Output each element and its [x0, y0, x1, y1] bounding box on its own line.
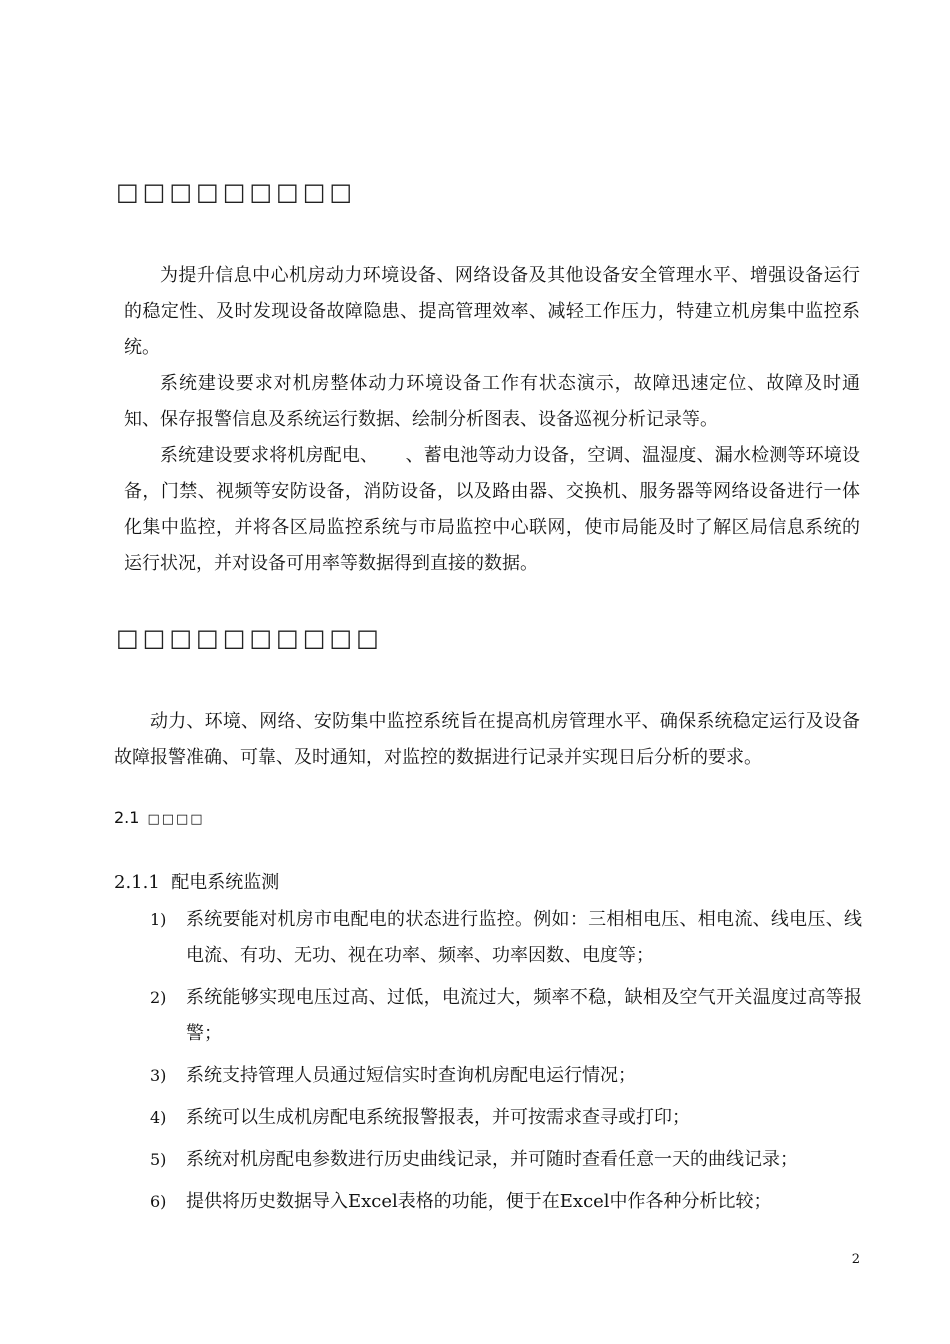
- goal-paragraph: 动力、环境、网络、安防集中监控系统旨在提高机房管理水平、确保系统稳定运行及设备故障报警准确、可靠、及时通知，对监控的数据进行记录并实现日后分析的要求。: [114, 711, 860, 768]
- list-marker: 4): [150, 1108, 167, 1127]
- list-item: [150, 980, 862, 1052]
- intro-paragraph-1: 为提升信息中心机房动力环境设备、网络设备及其他设备安全管理水平、增强设备运行的稳定性、及时发现设备故障隐患、提高管理效率、减轻工作压力，特建立机房集中监控系统。: [124, 265, 860, 358]
- list-item-text: 系统对机房配电参数进行历史曲线记录，并可随时查看任意一天的曲线记录；: [186, 1149, 798, 1170]
- list-item: [150, 1184, 862, 1220]
- section-2-1-heading: [114, 808, 205, 827]
- list-marker: 1): [150, 910, 167, 929]
- list-marker: 5): [150, 1150, 167, 1169]
- list-item-text: 系统能够实现电压过高、过低，电流过大，频率不稳，缺相及空气开关温度过高等报警；: [186, 987, 862, 1044]
- section-1-heading: □□□□□□□□□: [116, 178, 357, 206]
- page-number: 2: [851, 1252, 860, 1267]
- list-item: [150, 1100, 862, 1136]
- intro-paragraph-3: 系统建设要求将机房配电、 、蓄电池等动力设备，空调、温湿度、漏水检测等环境设备，门禁、视频等安防设备，消防设备，以及路由器、交换机、服务器等网络设备进行一体化集中监控，并将各区局监控系统与市局监控中心联网，使市局能及时了解区局信息系统的运行状况，并对设备可用率等数据得到直接的数据。: [124, 445, 860, 574]
- section-2-heading: □□□□□□□□□□: [116, 624, 383, 652]
- section-2-1-1-number: 2.1.1: [114, 872, 160, 893]
- monitoring-requirements-list: [150, 902, 862, 1226]
- list-item: [150, 1058, 862, 1094]
- section-2-1-1-heading: [114, 868, 279, 894]
- list-marker: 6): [150, 1192, 167, 1211]
- intro-paragraph-2: 系统建设要求对机房整体动力环境设备工作有状态演示，故障迅速定位、故障及时通知、保存报警信息及系统运行数据、绘制分析图表、设备巡视分析记录等。: [124, 373, 860, 430]
- list-marker: 2): [150, 988, 167, 1007]
- list-item-text: 提供将历史数据导入Excel表格的功能，便于在Excel中作各种分析比较；: [186, 1191, 772, 1212]
- section-2-1-title: □□□□: [147, 812, 205, 827]
- list-item-text: 系统支持管理人员通过短信实时查询机房配电运行情况；: [186, 1065, 636, 1086]
- section-2-1-1-title: 配电系统监测: [171, 872, 280, 893]
- list-item-text: 系统要能对机房市电配电的状态进行监控。例如：三相相电压、相电流、线电压、线电流、有功、无功、视在功率、频率、功率因数、电度等；: [186, 909, 862, 966]
- list-item-text: 系统可以生成机房配电系统报警报表，并可按需求查寻或打印；: [186, 1107, 690, 1128]
- list-item: [150, 902, 862, 974]
- list-item: [150, 1142, 862, 1178]
- list-marker: 3): [150, 1066, 167, 1085]
- section-2-1-number: 2.1: [114, 808, 140, 827]
